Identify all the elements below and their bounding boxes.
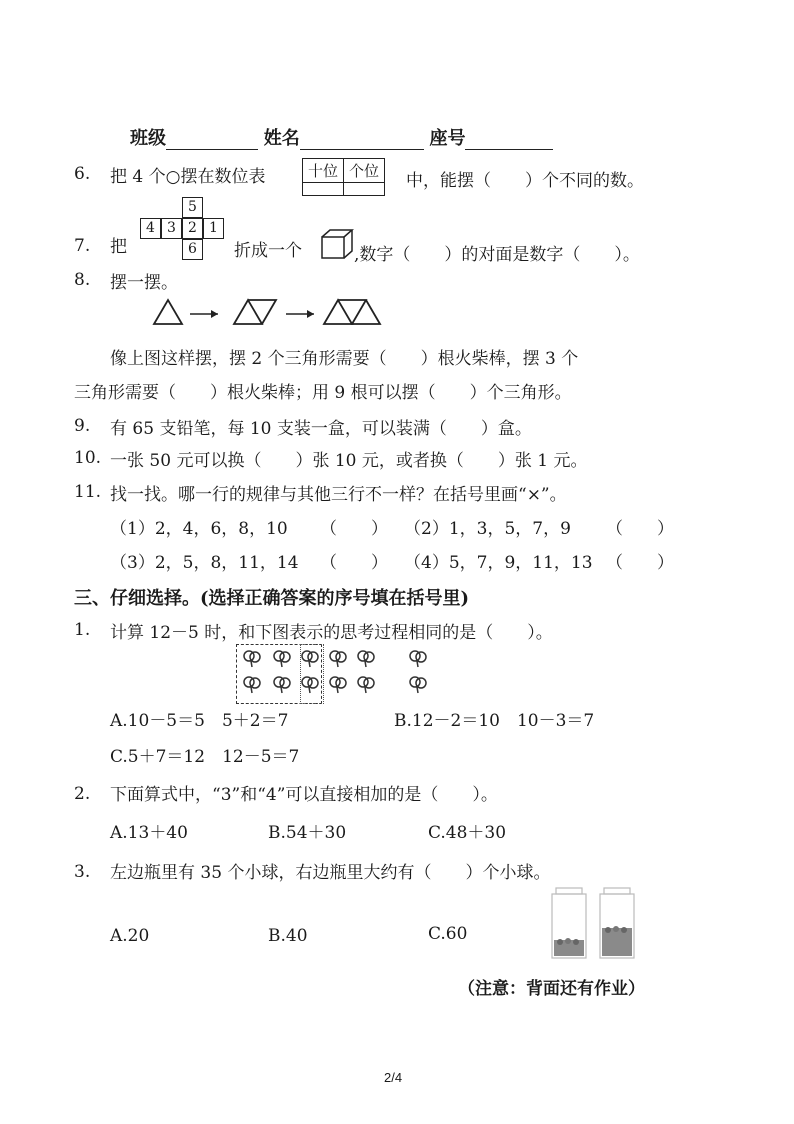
choice-2-option-b[interactable]: B.54＋30	[268, 823, 347, 843]
class-label: 班级	[130, 128, 166, 149]
net-cell-4: 4	[140, 218, 161, 239]
choice-1-option-b[interactable]: B.12－2＝10 10－3＝7	[394, 711, 595, 731]
choice-3-number: 3.	[74, 862, 91, 882]
q11-row-4: （4）5，7，9，11，13	[404, 553, 593, 573]
question-6-number: 6.	[74, 164, 91, 184]
choice-2-option-a[interactable]: A.13＋40	[110, 823, 188, 843]
section-3-title: 三、仔细选择。(选择正确答案的序号填在括号里)	[74, 588, 470, 609]
question-8-line-1: 像上图这样摆，摆 2 个三角形需要（ ）根火柴棒，摆 3 个	[110, 349, 579, 369]
question-6-text-before: 把 4 个○摆在数位表	[110, 167, 266, 187]
class-field[interactable]	[166, 149, 258, 150]
q11-row-3-answer[interactable]: （ ）	[320, 553, 388, 573]
name-label: 姓名	[263, 128, 300, 149]
question-6-text-after: 中，能摆（ ）个不同的数。	[406, 171, 644, 191]
header-row	[130, 124, 553, 150]
apple-icon	[328, 674, 348, 694]
net-cell-1: 1	[203, 218, 224, 239]
question-10-number: 10.	[74, 448, 102, 468]
apple-icon	[242, 674, 262, 694]
choice-2-number: 2.	[74, 784, 91, 804]
question-8-number: 8.	[74, 270, 91, 290]
choice-3-option-b[interactable]: B.40	[268, 926, 308, 946]
choice-1-text: 计算 12－5 时，和下图表示的思考过程相同的是（ ）。	[110, 623, 553, 643]
apple-icon	[272, 674, 292, 694]
question-7-number: 7.	[74, 236, 91, 256]
choice-1-option-a[interactable]: A.10－5＝5 5＋2＝7	[110, 711, 289, 731]
apple-icon	[408, 648, 428, 668]
jars-image	[548, 884, 644, 964]
apple-icon	[300, 674, 320, 694]
tens-header: 十位	[303, 159, 344, 183]
apples-figure	[236, 640, 436, 704]
apple-icon	[242, 648, 262, 668]
apple-icon	[356, 648, 376, 668]
net-cell-3: 3	[161, 218, 182, 239]
apple-icon	[300, 648, 320, 668]
choice-3-option-a[interactable]: A.20	[110, 926, 150, 946]
choice-1-option-c[interactable]: C.5＋7＝12 12－5＝7	[110, 747, 300, 767]
question-7-text-after: ,数字（ ）的对面是数字（ ）。	[354, 245, 640, 265]
note-text: （注意：背面还有作业）	[458, 979, 645, 999]
q11-row-1: （1）2，4，6，8，10	[110, 519, 288, 539]
place-value-table	[302, 158, 385, 196]
ones-header: 个位	[344, 159, 385, 183]
q11-row-1-answer[interactable]: （ ）	[320, 519, 388, 539]
question-7-text-before: 把	[110, 237, 127, 257]
choice-2-option-c[interactable]: C.48＋30	[428, 823, 507, 843]
net-cell-6: 6	[182, 239, 203, 260]
question-10-text: 一张 50 元可以换（ ）张 10 元，或者换（ ）张 1 元。	[110, 451, 588, 471]
cube-net	[140, 198, 240, 262]
choice-3-text: 左边瓶里有 35 个小球，右边瓶里大约有（ ）个小球。	[110, 863, 551, 883]
question-7-text-middle: 折成一个	[234, 241, 302, 261]
net-cell-2: 2	[182, 218, 203, 239]
q11-row-2: （2）1，3，5，7，9	[404, 519, 571, 539]
apple-icon	[328, 648, 348, 668]
q11-row-3: （3）2，5，8，11，14	[110, 553, 299, 573]
choice-3-option-c[interactable]: C.60	[428, 924, 468, 944]
apple-icon	[272, 648, 292, 668]
question-8-line-2: 三角形需要（ ）根火柴棒；用 9 根可以摆（ ）个三角形。	[74, 383, 572, 403]
q11-row-4-answer[interactable]: （ ）	[606, 553, 674, 573]
seat-field[interactable]	[465, 149, 553, 150]
matchstick-triangles-figure	[148, 294, 388, 334]
page-number: 2/4	[384, 1070, 403, 1085]
question-11-text: 找一找。哪一行的规律与其他三行不一样？在括号里画“×”。	[110, 485, 567, 505]
question-8-title: 摆一摆。	[110, 273, 178, 293]
apple-icon	[408, 674, 428, 694]
question-9-number: 9.	[74, 416, 91, 436]
seat-label: 座号	[429, 128, 466, 149]
net-cell-5: 5	[182, 197, 203, 218]
ones-cell[interactable]	[344, 183, 385, 196]
name-field[interactable]	[300, 149, 424, 150]
q11-row-2-answer[interactable]: （ ）	[606, 519, 674, 539]
apple-icon	[356, 674, 376, 694]
question-9-text: 有 65 支铅笔，每 10 支装一盒，可以装满（ ）盒。	[110, 419, 532, 439]
choice-2-text: 下面算式中，“3”和“4”可以直接相加的是（ ）。	[110, 785, 498, 805]
question-11-number: 11.	[74, 482, 102, 502]
cube-icon	[320, 228, 354, 260]
tens-cell[interactable]	[303, 183, 344, 196]
choice-1-number: 1.	[74, 620, 91, 640]
